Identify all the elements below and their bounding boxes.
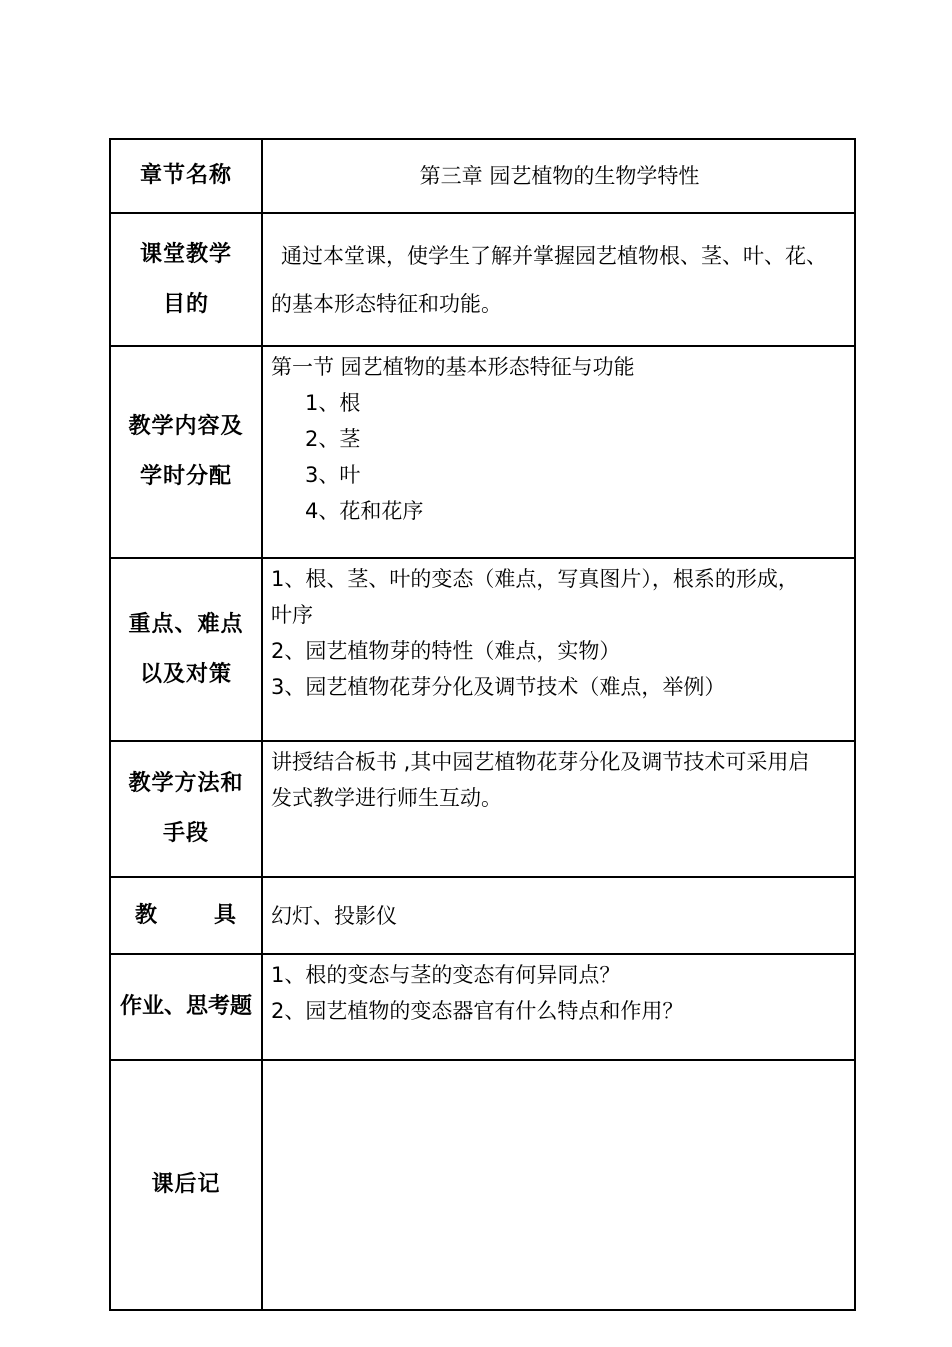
chapter-value-cell (262, 139, 855, 213)
keypoints-line: 2、园艺植物芽的特性（难点，实物） (271, 639, 621, 663)
purpose-text-line2: 的基本形态特征和功能。 (271, 291, 502, 316)
purpose-label-cell (110, 213, 262, 346)
homework-row (110, 954, 855, 1060)
content-item: 2、茎 (305, 427, 361, 451)
lesson-plan-table (109, 138, 856, 1311)
notes-value-cell (262, 1060, 855, 1310)
notes-label-cell (110, 1060, 262, 1310)
methods-label-cell (110, 741, 262, 877)
keypoints-line: 3、园艺植物花芽分化及调节技术（难点，举例） (271, 675, 726, 699)
purpose-text-line1: 通过本堂课，使学生了解并掌握园艺植物根、茎、叶、花、 (281, 243, 827, 268)
content-label-line1: 教学内容及 (128, 414, 244, 439)
content-label-cell (110, 346, 262, 558)
homework-question: 1、根的变态与茎的变态有何异同点？ (271, 963, 621, 987)
tools-value-cell (262, 877, 855, 954)
methods-value-cell (262, 741, 855, 877)
chapter-title: 第三章 园艺植物的生物学特性 (419, 164, 700, 188)
homework-label-cell (110, 954, 262, 1060)
purpose-label-line1: 课堂教学 (139, 241, 232, 267)
notes-label: 课后记 (151, 1172, 221, 1197)
purpose-label-line2: 目的 (162, 291, 209, 317)
purpose-value-cell (262, 213, 855, 346)
homework-question: 2、园艺植物的变态器官有什么特点和作用？ (271, 999, 684, 1023)
content-item: 3、叶 (305, 463, 361, 487)
content-label-line2: 学时分配 (139, 464, 232, 489)
methods-label-line1: 教学方法和 (128, 771, 244, 796)
homework-value-cell (262, 954, 855, 1060)
keypoints-label-line1: 重点、难点 (128, 611, 244, 637)
keypoints-line: 1、根、茎、叶的变态（难点，写真图片），根系的形成， (271, 567, 799, 591)
keypoints-line: 叶序 (271, 603, 313, 627)
chapter-row (110, 139, 855, 213)
methods-row (110, 741, 855, 877)
methods-text-line1: 讲授结合板书 ,其中园艺植物花芽分化及调节技术可采用启 (271, 750, 810, 774)
tools-label-cell (110, 877, 262, 954)
content-value-cell (262, 346, 855, 558)
tools-label-part2: 具 (214, 902, 238, 928)
tools-label-part1: 教 (134, 902, 158, 928)
notes-row (110, 1060, 855, 1310)
keypoints-value-cell (262, 558, 855, 741)
chapter-label: 章节名称 (139, 163, 232, 188)
content-item: 1、根 (305, 391, 361, 415)
keypoints-label-cell (110, 558, 262, 741)
tools-value: 幻灯、投影仪 (271, 903, 397, 928)
content-row (110, 346, 855, 558)
tools-row (110, 877, 855, 954)
content-section-title: 第一节 园艺植物的基本形态特征与功能 (271, 355, 635, 379)
keypoints-row (110, 558, 855, 741)
methods-text-line2: 发式教学进行师生互动。 (271, 786, 502, 810)
homework-label: 作业、思考题 (119, 994, 252, 1019)
methods-label-line2: 手段 (162, 821, 209, 846)
content-item: 4、花和花序 (305, 499, 424, 523)
chapter-label-cell (110, 139, 262, 213)
purpose-row (110, 213, 855, 346)
keypoints-label-line2: 以及对策 (139, 661, 232, 687)
